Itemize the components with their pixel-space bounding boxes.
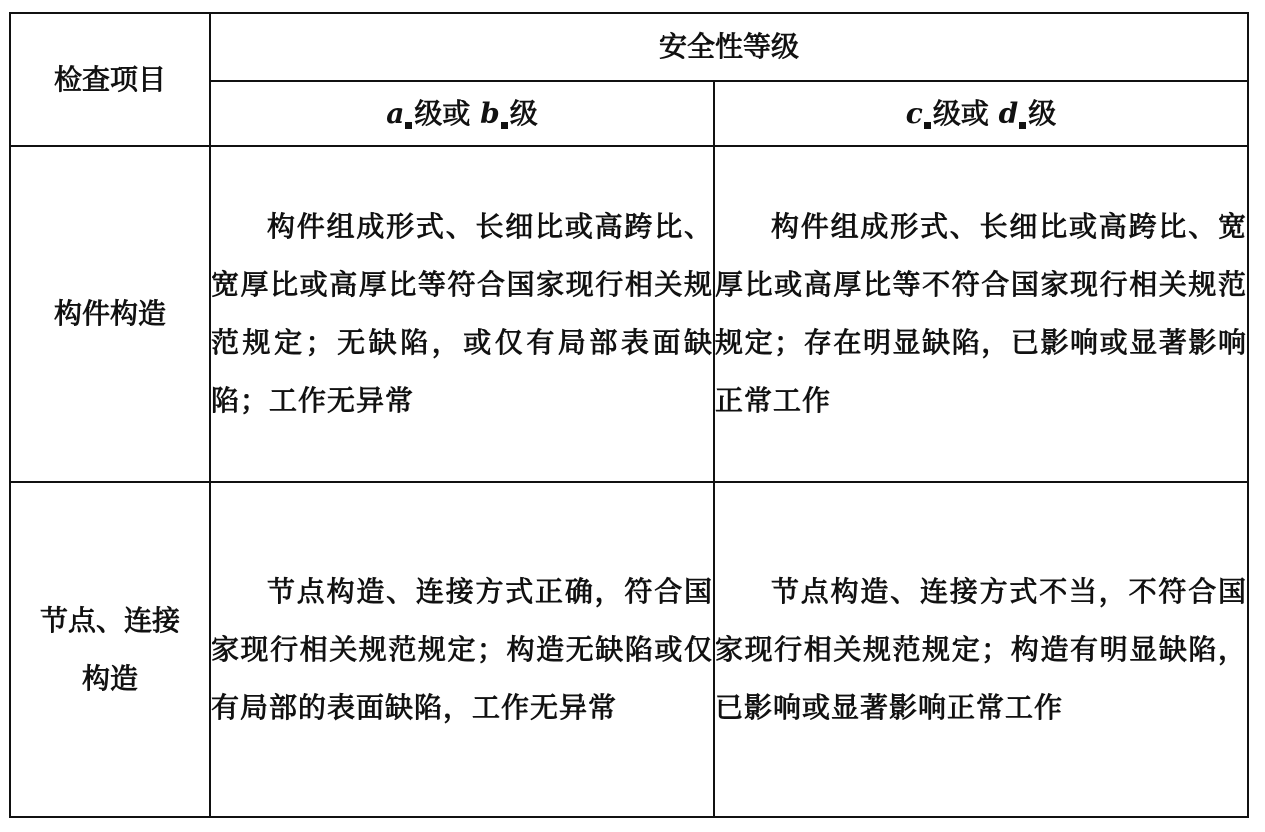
- grade-suffix-text: 级: [1028, 96, 1057, 130]
- grade-ab-header: [210, 81, 714, 146]
- safety-grade-header: 安全性等级: [210, 13, 1248, 81]
- table-row: [10, 482, 1248, 817]
- grade-cd-header: [714, 81, 1248, 146]
- grade-b-letter: b: [480, 96, 500, 130]
- criteria-text: 构件组成形式、长细比或高跨比、宽厚比或高厚比等符合国家现行相关规范规定；无缺陷，或仅有局部表面缺陷；工作无异常: [211, 210, 713, 417]
- grade-a-letter: a: [386, 96, 405, 130]
- criteria-text: 节点构造、连接方式正确，符合国家现行相关规范规定；构造无缺陷或仅有局部的表面缺陷，工作无异常: [211, 574, 713, 724]
- grade-subscript-mark: [501, 122, 508, 129]
- row-item-label: 构件构造: [10, 146, 210, 482]
- grade-or-text: 级或: [932, 96, 989, 130]
- grade-subscript-mark: [1019, 122, 1026, 129]
- grade-cd-criteria: [714, 146, 1248, 482]
- grade-d-letter: d: [998, 96, 1019, 130]
- grade-ab-criteria: [210, 146, 714, 482]
- grade-suffix-text: 级: [509, 96, 538, 130]
- criteria-text: 节点构造、连接方式不当，不符合国家现行相关规范规定；构造有明显缺陷，已影响或显著影响正常工作: [715, 574, 1248, 724]
- safety-grade-table: [9, 12, 1249, 818]
- grade-ab-criteria: [210, 482, 714, 817]
- row-item-label-line2: 构造: [81, 661, 138, 695]
- inspection-item-header: 检查项目: [10, 13, 210, 146]
- table-row: [10, 146, 1248, 482]
- row-item-label: [10, 482, 210, 817]
- grade-subscript-mark: [405, 122, 412, 129]
- grade-or-text: 级或: [414, 96, 471, 130]
- grade-c-letter: c: [905, 96, 923, 130]
- criteria-text: 构件组成形式、长细比或高跨比、宽厚比或高厚比等不符合国家现行相关规范规定；存在明显缺陷，已影响或显著影响正常工作: [715, 210, 1248, 417]
- grade-cd-criteria: [714, 482, 1248, 817]
- grade-subscript-mark: [924, 122, 931, 129]
- header-row: [10, 13, 1248, 81]
- row-item-label-line1: 节点、连接: [39, 603, 180, 637]
